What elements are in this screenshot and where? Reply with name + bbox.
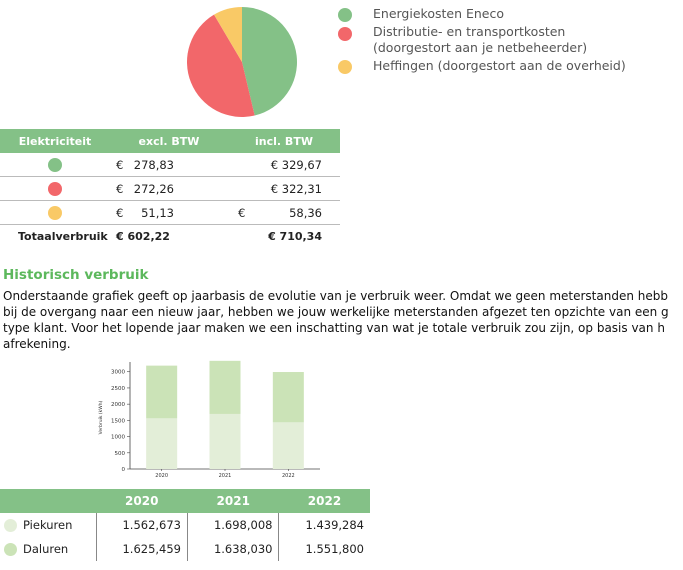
table-row (0, 177, 340, 201)
legend-item-distribution (336, 24, 676, 56)
total-row (0, 225, 340, 249)
y-tick-label: 2500 (111, 385, 125, 392)
color-dot-peak (4, 519, 17, 532)
currency: € (116, 157, 124, 172)
header-electricity: Elektriciteit (0, 129, 110, 153)
y-tick-label: 1000 (111, 434, 125, 441)
pie-legend (336, 6, 676, 76)
currency: € (116, 205, 124, 220)
header-year-2020: 2020 (96, 489, 187, 513)
header-year-2021: 2021 (188, 489, 279, 513)
header-year-2022: 2022 (279, 489, 370, 513)
electricity-cost-table (0, 129, 340, 248)
amount-incl: € 322,31 (270, 181, 322, 196)
color-dot-offpeak (4, 543, 17, 556)
value-cell: 1.439,284 (305, 518, 364, 532)
amount-excl: 51,13 (141, 205, 174, 220)
header-excl-vat: excl. BTW (110, 129, 228, 153)
table-row (0, 537, 370, 561)
x-tick-label: 2020 (155, 473, 169, 479)
bar-segment (146, 366, 177, 419)
table-row (0, 513, 370, 537)
header-incl-vat: incl. BTW (228, 129, 340, 153)
row-label: Daluren (23, 542, 69, 556)
table-row (0, 201, 340, 225)
intro-line: afrekening. (3, 337, 71, 351)
bar-segment (210, 361, 241, 414)
value-cell: 1.562,673 (96, 513, 187, 537)
legend-dot-energy (338, 8, 352, 22)
y-tick-label: 2000 (111, 402, 125, 409)
x-tick-label: 2022 (281, 473, 295, 479)
amount-excl: 272,26 (133, 181, 174, 196)
total-label: Totaalverbruik (18, 230, 108, 243)
y-tick-label: 500 (114, 450, 125, 457)
amount-excl: 278,83 (133, 157, 174, 172)
amount-incl: € 329,67 (270, 157, 322, 172)
legend-item-energy (336, 6, 676, 22)
currency: € (116, 181, 124, 196)
total-incl: € 710,34 (268, 230, 322, 243)
bar-segment (273, 422, 304, 469)
header-blank (0, 489, 96, 513)
color-dot-distribution (48, 182, 62, 196)
bar-segment (146, 418, 177, 469)
legend-label-energy: Energiekosten Eneco (373, 6, 504, 21)
y-tick-label: 3000 (111, 369, 125, 376)
section-title: Historisch verbruik (3, 267, 149, 283)
table-row (0, 153, 340, 177)
value-cell: 1.698,008 (188, 513, 279, 537)
legend-label-distribution: Distributie- en transportkosten (373, 24, 566, 39)
value-cell: 1.551,800 (305, 542, 364, 556)
row-label: Piekuren (23, 518, 73, 532)
total-excl: € 602,22 (116, 230, 170, 243)
y-tick-label: 1500 (111, 418, 125, 425)
legend-dot-distribution (338, 27, 352, 41)
legend-item-levies (336, 58, 676, 74)
cost-pie-chart (186, 6, 298, 118)
history-table (0, 489, 370, 561)
intro-paragraph (3, 288, 683, 352)
value-cell: 1.638,030 (188, 537, 279, 561)
value-cell: 1.625,459 (96, 537, 187, 561)
history-bar-chart (88, 358, 328, 482)
currency: € (238, 205, 246, 220)
bar-segment (210, 414, 241, 469)
amount-incl: 58,36 (289, 205, 322, 220)
legend-label-distribution-note: (doorgestort aan je netbeheerder) (373, 40, 588, 55)
y-tick-label: 0 (121, 467, 125, 473)
y-axis-label: Verbruik (kWh) (99, 400, 104, 435)
bar-segment (273, 372, 304, 422)
intro-line: bij de overgang naar een nieuw jaar, hebben we jouw werkelijke meterstanden afgezet ten opzichte van een g (3, 305, 669, 319)
intro-line: Onderstaande grafiek geeft op jaarbasis de evolutie van je verbruik weer. Omdat we geen meterstanden hebb (3, 289, 668, 303)
intro-line: type klant. Voor het lopende jaar maken we een inschatting van wat je totale verbruik zou zijn, op basis van h (3, 321, 665, 335)
color-dot-energy (48, 158, 62, 172)
color-dot-levies (48, 206, 62, 220)
x-tick-label: 2021 (218, 473, 232, 479)
legend-dot-levies (338, 60, 352, 74)
legend-label-levies: Heffingen (doorgestort aan de overheid) (373, 58, 626, 73)
